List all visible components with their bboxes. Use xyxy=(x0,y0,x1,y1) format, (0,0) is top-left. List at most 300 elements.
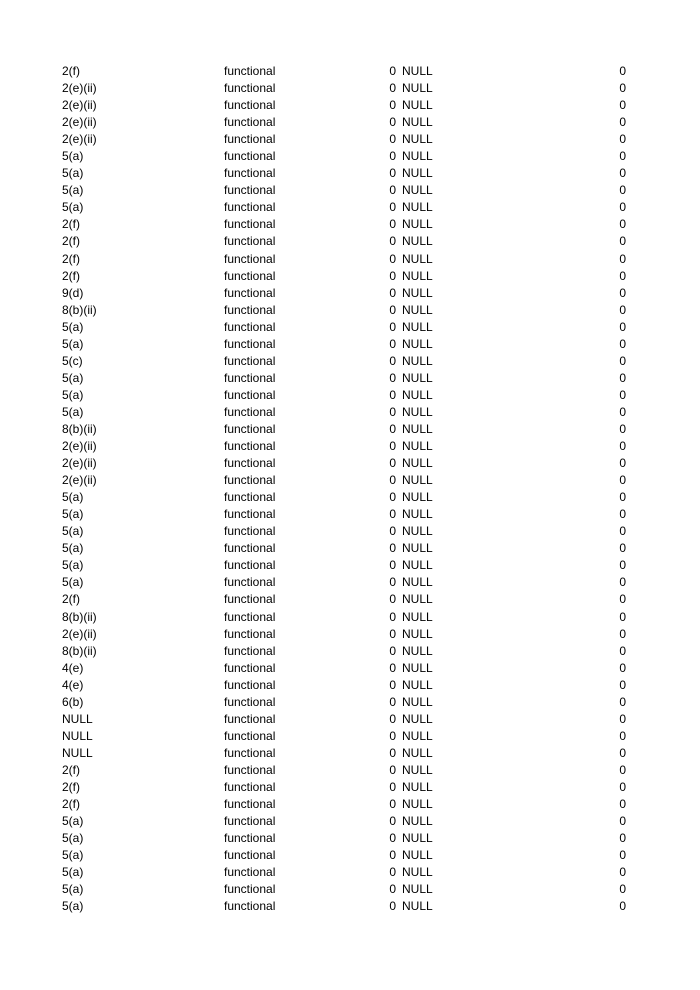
table-row xyxy=(0,728,700,745)
section-reference-cell: NULL xyxy=(62,728,93,743)
value-cell: NULL xyxy=(402,98,433,113)
flag-cell: 0 xyxy=(619,370,626,385)
value-cell: NULL xyxy=(402,115,433,130)
category-cell: functional xyxy=(224,456,276,471)
count-cell: 0 xyxy=(389,848,396,863)
section-reference-cell: 8(b)(ii) xyxy=(62,609,97,624)
table-row xyxy=(0,830,700,847)
table-row xyxy=(0,745,700,762)
count-cell: 0 xyxy=(389,694,396,709)
flag-cell: 0 xyxy=(619,677,626,692)
table-row xyxy=(0,131,700,148)
count-cell: 0 xyxy=(389,490,396,505)
flag-cell: 0 xyxy=(619,797,626,812)
table-row xyxy=(0,319,700,336)
flag-cell: 0 xyxy=(619,643,626,658)
category-cell: functional xyxy=(224,353,276,368)
section-reference-cell: 2(f) xyxy=(62,64,80,78)
flag-cell: 0 xyxy=(619,865,626,880)
category-cell: functional xyxy=(224,404,276,419)
count-cell: 0 xyxy=(389,660,396,675)
flag-cell: 0 xyxy=(619,626,626,641)
count-cell: 0 xyxy=(389,115,396,130)
section-reference-cell: 5(a) xyxy=(62,831,84,846)
value-cell: NULL xyxy=(402,694,433,709)
value-cell: NULL xyxy=(402,251,433,266)
category-cell: functional xyxy=(224,132,276,147)
section-reference-cell: 5(a) xyxy=(62,370,84,385)
category-cell: functional xyxy=(224,285,276,300)
table-row xyxy=(0,626,700,643)
count-cell: 0 xyxy=(389,507,396,522)
flag-cell: 0 xyxy=(619,302,626,317)
table-row xyxy=(0,523,700,540)
flag-cell: 0 xyxy=(619,575,626,590)
section-reference-cell: 2(e)(ii) xyxy=(62,81,97,96)
flag-cell: 0 xyxy=(619,183,626,198)
table-row xyxy=(0,881,700,898)
flag-cell: 0 xyxy=(619,711,626,726)
category-cell: functional xyxy=(224,473,276,488)
data-table xyxy=(0,63,700,915)
flag-cell: 0 xyxy=(619,166,626,181)
section-reference-cell: 5(a) xyxy=(62,524,84,539)
table-row xyxy=(0,864,700,881)
section-reference-cell: 5(a) xyxy=(62,882,84,897)
table-row xyxy=(0,472,700,489)
category-cell: functional xyxy=(224,575,276,590)
table-row xyxy=(0,540,700,557)
category-cell: functional xyxy=(224,745,276,760)
category-cell: functional xyxy=(224,98,276,113)
count-cell: 0 xyxy=(389,762,396,777)
section-reference-cell: 5(a) xyxy=(62,558,84,573)
section-reference-cell: 8(b)(ii) xyxy=(62,302,97,317)
count-cell: 0 xyxy=(389,797,396,812)
section-reference-cell: 2(f) xyxy=(62,592,80,607)
table-row xyxy=(0,813,700,830)
category-cell: functional xyxy=(224,848,276,863)
value-cell: NULL xyxy=(402,779,433,794)
table-row xyxy=(0,404,700,421)
section-reference-cell: 2(e)(ii) xyxy=(62,473,97,488)
value-cell: NULL xyxy=(402,473,433,488)
value-cell: NULL xyxy=(402,814,433,829)
value-cell: NULL xyxy=(402,302,433,317)
value-cell: NULL xyxy=(402,200,433,215)
category-cell: functional xyxy=(224,541,276,556)
table-row xyxy=(0,97,700,114)
section-reference-cell: 2(f) xyxy=(62,797,80,812)
section-reference-cell: 4(e) xyxy=(62,677,84,692)
count-cell: 0 xyxy=(389,421,396,436)
category-cell: functional xyxy=(224,865,276,880)
section-reference-cell: 2(f) xyxy=(62,217,80,232)
value-cell: NULL xyxy=(402,575,433,590)
value-cell: NULL xyxy=(402,439,433,454)
count-cell: 0 xyxy=(389,200,396,215)
flag-cell: 0 xyxy=(619,609,626,624)
section-reference-cell: 5(a) xyxy=(62,166,84,181)
value-cell: NULL xyxy=(402,353,433,368)
flag-cell: 0 xyxy=(619,439,626,454)
flag-cell: 0 xyxy=(619,728,626,743)
section-reference-cell: 5(a) xyxy=(62,404,84,419)
section-reference-cell: 2(e)(ii) xyxy=(62,98,97,113)
value-cell: NULL xyxy=(402,217,433,232)
flag-cell: 0 xyxy=(619,149,626,164)
category-cell: functional xyxy=(224,200,276,215)
count-cell: 0 xyxy=(389,541,396,556)
count-cell: 0 xyxy=(389,592,396,607)
count-cell: 0 xyxy=(389,319,396,334)
flag-cell: 0 xyxy=(619,404,626,419)
count-cell: 0 xyxy=(389,166,396,181)
category-cell: functional xyxy=(224,149,276,164)
section-reference-cell: 2(e)(ii) xyxy=(62,456,97,471)
section-reference-cell: 8(b)(ii) xyxy=(62,643,97,658)
category-cell: functional xyxy=(224,558,276,573)
count-cell: 0 xyxy=(389,387,396,402)
flag-cell: 0 xyxy=(619,81,626,96)
value-cell: NULL xyxy=(402,626,433,641)
flag-cell: 0 xyxy=(619,353,626,368)
value-cell: NULL xyxy=(402,64,433,78)
value-cell: NULL xyxy=(402,728,433,743)
count-cell: 0 xyxy=(389,268,396,283)
flag-cell: 0 xyxy=(619,779,626,794)
section-reference-cell: 5(a) xyxy=(62,490,84,505)
category-cell: functional xyxy=(224,81,276,96)
category-cell: functional xyxy=(224,217,276,232)
flag-cell: 0 xyxy=(619,507,626,522)
value-cell: NULL xyxy=(402,404,433,419)
count-cell: 0 xyxy=(389,439,396,454)
category-cell: functional xyxy=(224,166,276,181)
value-cell: NULL xyxy=(402,899,433,914)
value-cell: NULL xyxy=(402,592,433,607)
category-cell: functional xyxy=(224,64,276,78)
section-reference-cell: NULL xyxy=(62,711,93,726)
value-cell: NULL xyxy=(402,421,433,436)
value-cell: NULL xyxy=(402,848,433,863)
count-cell: 0 xyxy=(389,609,396,624)
table-row xyxy=(0,302,700,319)
value-cell: NULL xyxy=(402,507,433,522)
flag-cell: 0 xyxy=(619,234,626,249)
table-row xyxy=(0,421,700,438)
table-row xyxy=(0,114,700,131)
flag-cell: 0 xyxy=(619,98,626,113)
count-cell: 0 xyxy=(389,524,396,539)
table-row xyxy=(0,762,700,779)
count-cell: 0 xyxy=(389,302,396,317)
count-cell: 0 xyxy=(389,677,396,692)
table-row xyxy=(0,694,700,711)
table-row xyxy=(0,233,700,250)
value-cell: NULL xyxy=(402,609,433,624)
count-cell: 0 xyxy=(389,251,396,266)
value-cell: NULL xyxy=(402,234,433,249)
flag-cell: 0 xyxy=(619,132,626,147)
category-cell: functional xyxy=(224,490,276,505)
category-cell: functional xyxy=(224,626,276,641)
section-reference-cell: 9(d) xyxy=(62,285,84,300)
flag-cell: 0 xyxy=(619,387,626,402)
value-cell: NULL xyxy=(402,490,433,505)
category-cell: functional xyxy=(224,302,276,317)
section-reference-cell: 2(f) xyxy=(62,234,80,249)
table-row xyxy=(0,591,700,608)
flag-cell: 0 xyxy=(619,848,626,863)
section-reference-cell: 2(e)(ii) xyxy=(62,115,97,130)
flag-cell: 0 xyxy=(619,200,626,215)
count-cell: 0 xyxy=(389,745,396,760)
value-cell: NULL xyxy=(402,183,433,198)
table-row xyxy=(0,199,700,216)
section-reference-cell: 5(a) xyxy=(62,200,84,215)
table-row xyxy=(0,847,700,864)
count-cell: 0 xyxy=(389,370,396,385)
value-cell: NULL xyxy=(402,882,433,897)
count-cell: 0 xyxy=(389,404,396,419)
table-row xyxy=(0,455,700,472)
table-row xyxy=(0,711,700,728)
category-cell: functional xyxy=(224,421,276,436)
value-cell: NULL xyxy=(402,711,433,726)
flag-cell: 0 xyxy=(619,285,626,300)
section-reference-cell: 5(a) xyxy=(62,541,84,556)
category-cell: functional xyxy=(224,711,276,726)
category-cell: functional xyxy=(224,797,276,812)
flag-cell: 0 xyxy=(619,115,626,130)
section-reference-cell: 2(f) xyxy=(62,268,80,283)
category-cell: functional xyxy=(224,677,276,692)
count-cell: 0 xyxy=(389,711,396,726)
table-row xyxy=(0,574,700,591)
value-cell: NULL xyxy=(402,524,433,539)
table-row xyxy=(0,182,700,199)
count-cell: 0 xyxy=(389,456,396,471)
value-cell: NULL xyxy=(402,370,433,385)
category-cell: functional xyxy=(224,899,276,914)
value-cell: NULL xyxy=(402,166,433,181)
table-row xyxy=(0,80,700,97)
value-cell: NULL xyxy=(402,541,433,556)
section-reference-cell: NULL xyxy=(62,745,93,760)
value-cell: NULL xyxy=(402,149,433,164)
value-cell: NULL xyxy=(402,456,433,471)
count-cell: 0 xyxy=(389,779,396,794)
count-cell: 0 xyxy=(389,98,396,113)
count-cell: 0 xyxy=(389,132,396,147)
section-reference-cell: 5(a) xyxy=(62,319,84,334)
flag-cell: 0 xyxy=(619,694,626,709)
count-cell: 0 xyxy=(389,183,396,198)
section-reference-cell: 8(b)(ii) xyxy=(62,421,97,436)
table-row xyxy=(0,643,700,660)
count-cell: 0 xyxy=(389,882,396,897)
flag-cell: 0 xyxy=(619,217,626,232)
table-row xyxy=(0,898,700,915)
flag-cell: 0 xyxy=(619,490,626,505)
category-cell: functional xyxy=(224,251,276,266)
flag-cell: 0 xyxy=(619,762,626,777)
category-cell: functional xyxy=(224,728,276,743)
count-cell: 0 xyxy=(389,285,396,300)
category-cell: functional xyxy=(224,183,276,198)
section-reference-cell: 5(a) xyxy=(62,183,84,198)
flag-cell: 0 xyxy=(619,831,626,846)
table-row xyxy=(0,387,700,404)
category-cell: functional xyxy=(224,524,276,539)
flag-cell: 0 xyxy=(619,524,626,539)
count-cell: 0 xyxy=(389,626,396,641)
section-reference-cell: 5(a) xyxy=(62,387,84,402)
count-cell: 0 xyxy=(389,353,396,368)
table-row xyxy=(0,268,700,285)
category-cell: functional xyxy=(224,370,276,385)
value-cell: NULL xyxy=(402,762,433,777)
value-cell: NULL xyxy=(402,745,433,760)
flag-cell: 0 xyxy=(619,592,626,607)
table-row xyxy=(0,557,700,574)
count-cell: 0 xyxy=(389,234,396,249)
table-row xyxy=(0,660,700,677)
section-reference-cell: 2(e)(ii) xyxy=(62,132,97,147)
table-row xyxy=(0,489,700,506)
value-cell: NULL xyxy=(402,677,433,692)
table-row xyxy=(0,370,700,387)
table-row xyxy=(0,609,700,626)
flag-cell: 0 xyxy=(619,899,626,914)
count-cell: 0 xyxy=(389,217,396,232)
table-row xyxy=(0,796,700,813)
table-row xyxy=(0,63,700,80)
category-cell: functional xyxy=(224,439,276,454)
table-row xyxy=(0,353,700,370)
count-cell: 0 xyxy=(389,64,396,78)
flag-cell: 0 xyxy=(619,745,626,760)
value-cell: NULL xyxy=(402,336,433,351)
table-row xyxy=(0,251,700,268)
count-cell: 0 xyxy=(389,81,396,96)
value-cell: NULL xyxy=(402,285,433,300)
table-row xyxy=(0,677,700,694)
section-reference-cell: 5(c) xyxy=(62,353,83,368)
category-cell: functional xyxy=(224,762,276,777)
value-cell: NULL xyxy=(402,831,433,846)
value-cell: NULL xyxy=(402,558,433,573)
category-cell: functional xyxy=(224,882,276,897)
value-cell: NULL xyxy=(402,660,433,675)
table-row xyxy=(0,216,700,233)
category-cell: functional xyxy=(224,660,276,675)
flag-cell: 0 xyxy=(619,456,626,471)
category-cell: functional xyxy=(224,831,276,846)
table-row xyxy=(0,438,700,455)
section-reference-cell: 2(f) xyxy=(62,251,80,266)
value-cell: NULL xyxy=(402,865,433,880)
flag-cell: 0 xyxy=(619,558,626,573)
flag-cell: 0 xyxy=(619,882,626,897)
section-reference-cell: 5(a) xyxy=(62,336,84,351)
category-cell: functional xyxy=(224,234,276,249)
flag-cell: 0 xyxy=(619,319,626,334)
table-row xyxy=(0,148,700,165)
count-cell: 0 xyxy=(389,728,396,743)
category-cell: functional xyxy=(224,694,276,709)
count-cell: 0 xyxy=(389,899,396,914)
section-reference-cell: 5(a) xyxy=(62,575,84,590)
flag-cell: 0 xyxy=(619,251,626,266)
category-cell: functional xyxy=(224,387,276,402)
value-cell: NULL xyxy=(402,268,433,283)
table-row xyxy=(0,506,700,523)
section-reference-cell: 5(a) xyxy=(62,507,84,522)
flag-cell: 0 xyxy=(619,421,626,436)
count-cell: 0 xyxy=(389,643,396,658)
table-row xyxy=(0,285,700,302)
count-cell: 0 xyxy=(389,336,396,351)
category-cell: functional xyxy=(224,507,276,522)
section-reference-cell: 5(a) xyxy=(62,149,84,164)
category-cell: functional xyxy=(224,115,276,130)
category-cell: functional xyxy=(224,592,276,607)
table-row xyxy=(0,165,700,182)
count-cell: 0 xyxy=(389,575,396,590)
count-cell: 0 xyxy=(389,814,396,829)
value-cell: NULL xyxy=(402,643,433,658)
table-row xyxy=(0,336,700,353)
flag-cell: 0 xyxy=(619,268,626,283)
section-reference-cell: 5(a) xyxy=(62,814,84,829)
count-cell: 0 xyxy=(389,473,396,488)
category-cell: functional xyxy=(224,268,276,283)
section-reference-cell: 2(e)(ii) xyxy=(62,626,97,641)
flag-cell: 0 xyxy=(619,660,626,675)
category-cell: functional xyxy=(224,319,276,334)
value-cell: NULL xyxy=(402,797,433,812)
category-cell: functional xyxy=(224,643,276,658)
section-reference-cell: 2(f) xyxy=(62,779,80,794)
count-cell: 0 xyxy=(389,865,396,880)
value-cell: NULL xyxy=(402,319,433,334)
count-cell: 0 xyxy=(389,558,396,573)
category-cell: functional xyxy=(224,779,276,794)
count-cell: 0 xyxy=(389,149,396,164)
flag-cell: 0 xyxy=(619,64,626,78)
section-reference-cell: 5(a) xyxy=(62,848,84,863)
table-row xyxy=(0,779,700,796)
section-reference-cell: 2(f) xyxy=(62,762,80,777)
section-reference-cell: 2(e)(ii) xyxy=(62,439,97,454)
section-reference-cell: 4(e) xyxy=(62,660,84,675)
flag-cell: 0 xyxy=(619,336,626,351)
flag-cell: 0 xyxy=(619,541,626,556)
section-reference-cell: 5(a) xyxy=(62,899,84,914)
category-cell: functional xyxy=(224,609,276,624)
category-cell: functional xyxy=(224,814,276,829)
value-cell: NULL xyxy=(402,387,433,402)
count-cell: 0 xyxy=(389,831,396,846)
category-cell: functional xyxy=(224,336,276,351)
value-cell: NULL xyxy=(402,132,433,147)
flag-cell: 0 xyxy=(619,814,626,829)
flag-cell: 0 xyxy=(619,473,626,488)
section-reference-cell: 5(a) xyxy=(62,865,84,880)
value-cell: NULL xyxy=(402,81,433,96)
